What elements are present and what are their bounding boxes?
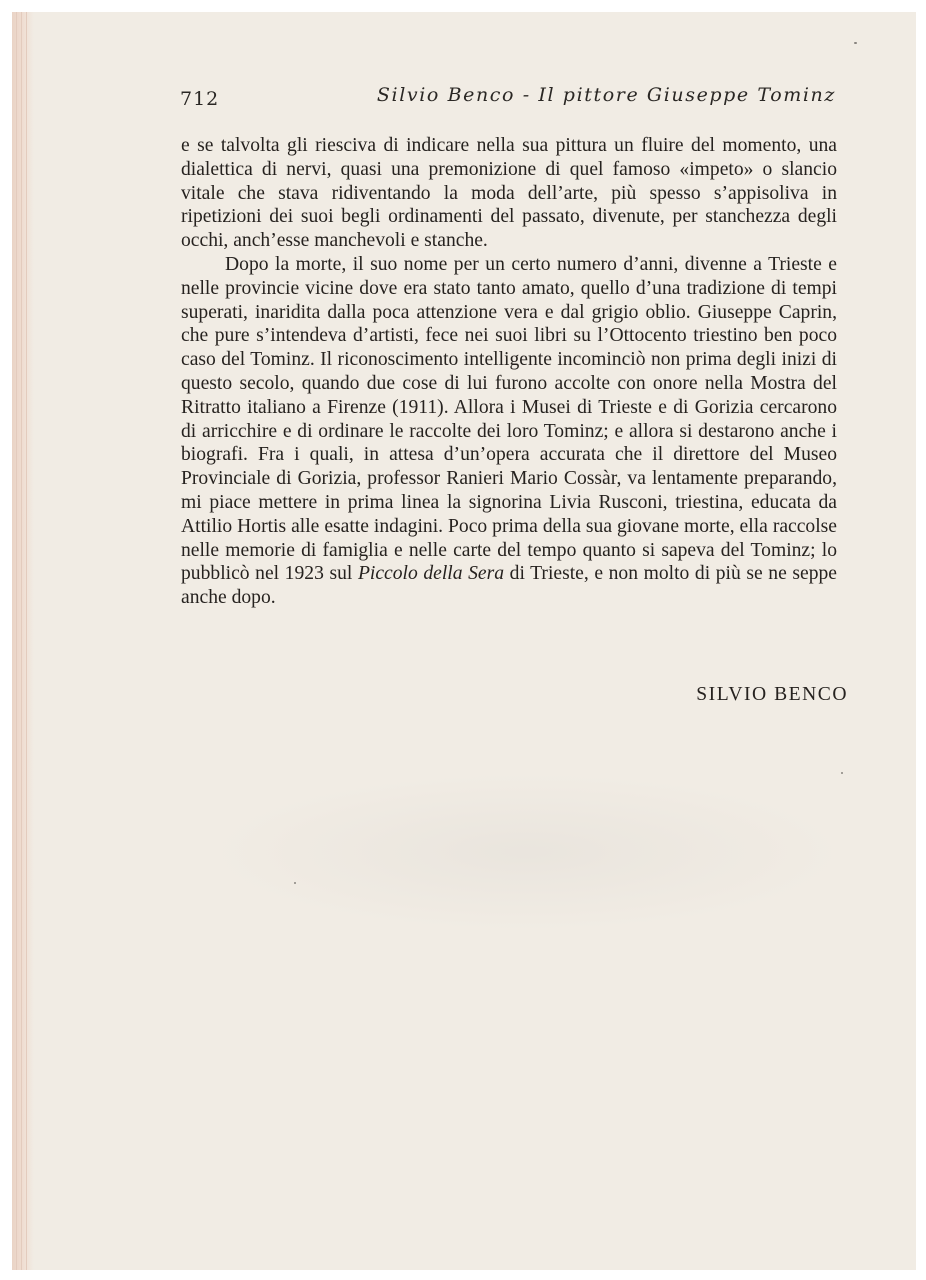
- running-title: Silvio Benco - Il pittore Giuseppe Tominz: [376, 84, 836, 106]
- paragraph-text: e se talvolta gli riesciva di indicare nella sua pittura un fluire del momento, una dialettica di nervi, quasi una premonizione di quel famoso «impeto» o slancio vitale che stava ridiventando la moda dell’arte, più spesso s’appisoliva in ripetizioni dei suoi begli ordinamenti del passato, divenute, per stanchezza degli occhi, anch’esse manchevoli e stanche.: [181, 135, 837, 252]
- author-signature: SILVIO BENCO: [696, 684, 848, 705]
- page-edge-line: [26, 12, 27, 1270]
- body-text: [181, 134, 837, 610]
- paragraph: [181, 253, 837, 610]
- paragraph: [181, 134, 837, 253]
- bleed-through-shadow: [207, 772, 847, 932]
- page-edge-line: [16, 12, 17, 1270]
- paragraph-text: Dopo la morte, il suo nome per un certo numero d’anni, divenne a Trieste e nelle provincie vicine dove era stato tanto amato, quello d’una tradizione di tempi superati, inaridita dalla poca attenzione vera e dal grigio oblio. Giuseppe Caprin, che pure s’intendeva d’artisti, fece nei suoi libri su l’Ottocento triestino ben poco caso del Tominz. Il riconoscimento intelligente incominciò non prima degli inizi di questo secolo, quando due cose di lui furono accolte con onore nella Mostra del Ritratto italiano a Firenze (1911). Allora i Musei di Trieste e di Gorizia cercarono di arricchire e di ordinare le raccolte dei loro Tominz; e allora si destarono anche i biografi. Fra i quali, in attesa d’un’opera accurata che il direttore del Museo Provinciale di Gorizia, professor Ranieri Mario Cossàr, va lentamente preparando, mi piace mettere in prima linea la signorina Livia Rusconi, triestina, educata da Attilio Hortis alle esatte indagini. Poco prima della sua giovane morte, ella raccolse nelle memorie di famiglia e nelle carte del tempo quanto si sapeva del Tominz; lo pubblicò nel 1923 sul: [181, 253, 837, 585]
- page-number: 712: [180, 88, 220, 110]
- paper-speck: [854, 42, 857, 44]
- running-head: [180, 84, 836, 114]
- paper-speck: [841, 772, 843, 774]
- paragraph-text: di Trieste, e non molto di più se ne seppe anche dopo.: [181, 563, 837, 609]
- page-edge-line: [21, 12, 22, 1270]
- newspaper-title: Piccolo della Sera: [357, 563, 505, 585]
- paper-speck: [294, 882, 296, 884]
